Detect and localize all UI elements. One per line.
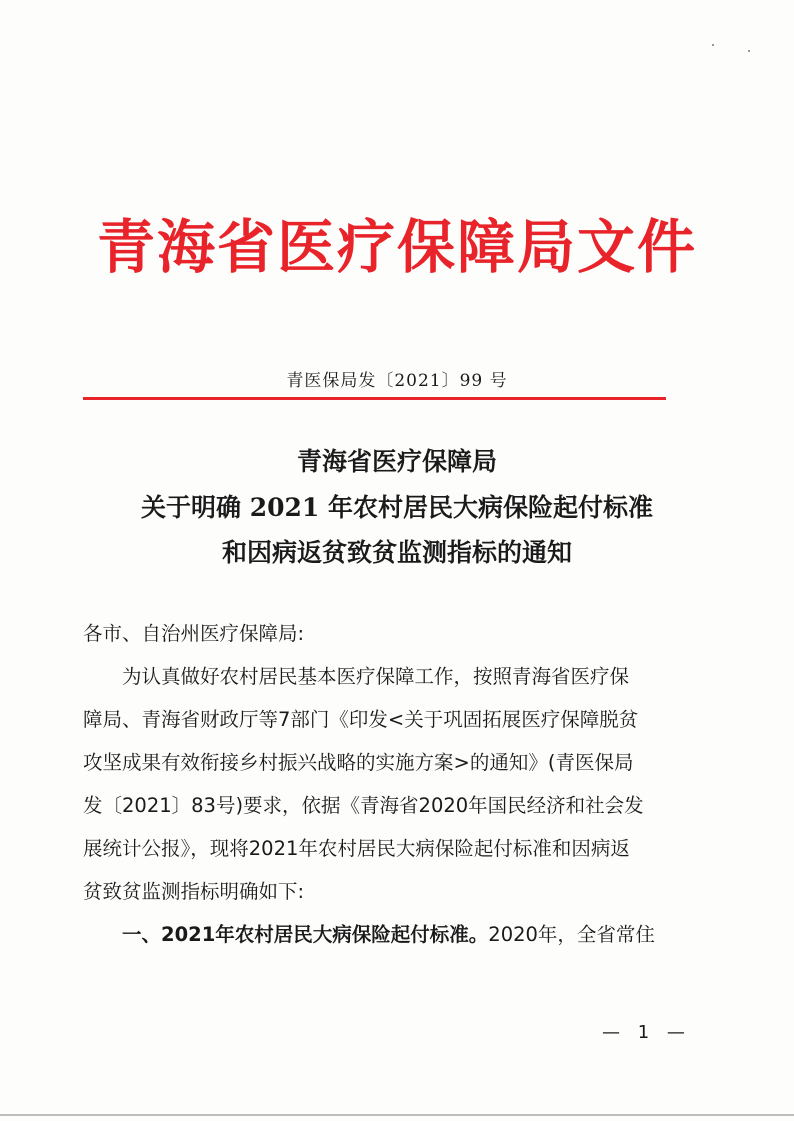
scan-bottom-edge bbox=[0, 1114, 794, 1116]
scan-speck bbox=[748, 50, 750, 52]
document-header-title: 青海省医疗保障局文件 bbox=[96, 213, 697, 281]
section-heading: 一、2021年农村居民大病保险起付标准。 bbox=[122, 923, 489, 946]
page-number: — 1 — bbox=[602, 1022, 691, 1043]
paragraph-line: 攻坚成果有效衔接乡村振兴战略的实施方案>的通知》(青医保局 bbox=[83, 751, 634, 774]
scan-speck bbox=[712, 44, 714, 46]
notice-title-line-3: 和因病返贫致贫监测指标的通知 bbox=[221, 538, 572, 567]
section-line bbox=[122, 921, 722, 948]
paragraph-line: 贫致贫监测指标明确如下: bbox=[83, 880, 305, 903]
paragraph-line: 为认真做好农村居民基本医疗保障工作，按照青海省医疗保 bbox=[122, 665, 630, 688]
salutation: 各市、自治州医疗保障局: bbox=[83, 622, 305, 645]
document-number: 青医保局发〔2021〕99 号 bbox=[286, 371, 508, 391]
paragraph-line: 展统计公报》，现将2021年农村居民大病保险起付标准和因病返 bbox=[83, 837, 630, 860]
paragraph-line: 障局、青海省财政厅等7部门《印发<关于巩固拓展医疗保障脱贫 bbox=[83, 708, 639, 731]
paragraph-line: 发〔2021〕83号)要求，依据《青海省2020年国民经济和社会发 bbox=[83, 794, 644, 817]
red-separator-line bbox=[83, 397, 666, 400]
section-text: 2020年，全省常住 bbox=[488, 923, 655, 946]
notice-title-line-1: 青海省医疗保障局 bbox=[296, 447, 497, 476]
notice-title-line-2: 关于明确 2021 年农村居民大病保险起付标准 bbox=[141, 493, 653, 522]
